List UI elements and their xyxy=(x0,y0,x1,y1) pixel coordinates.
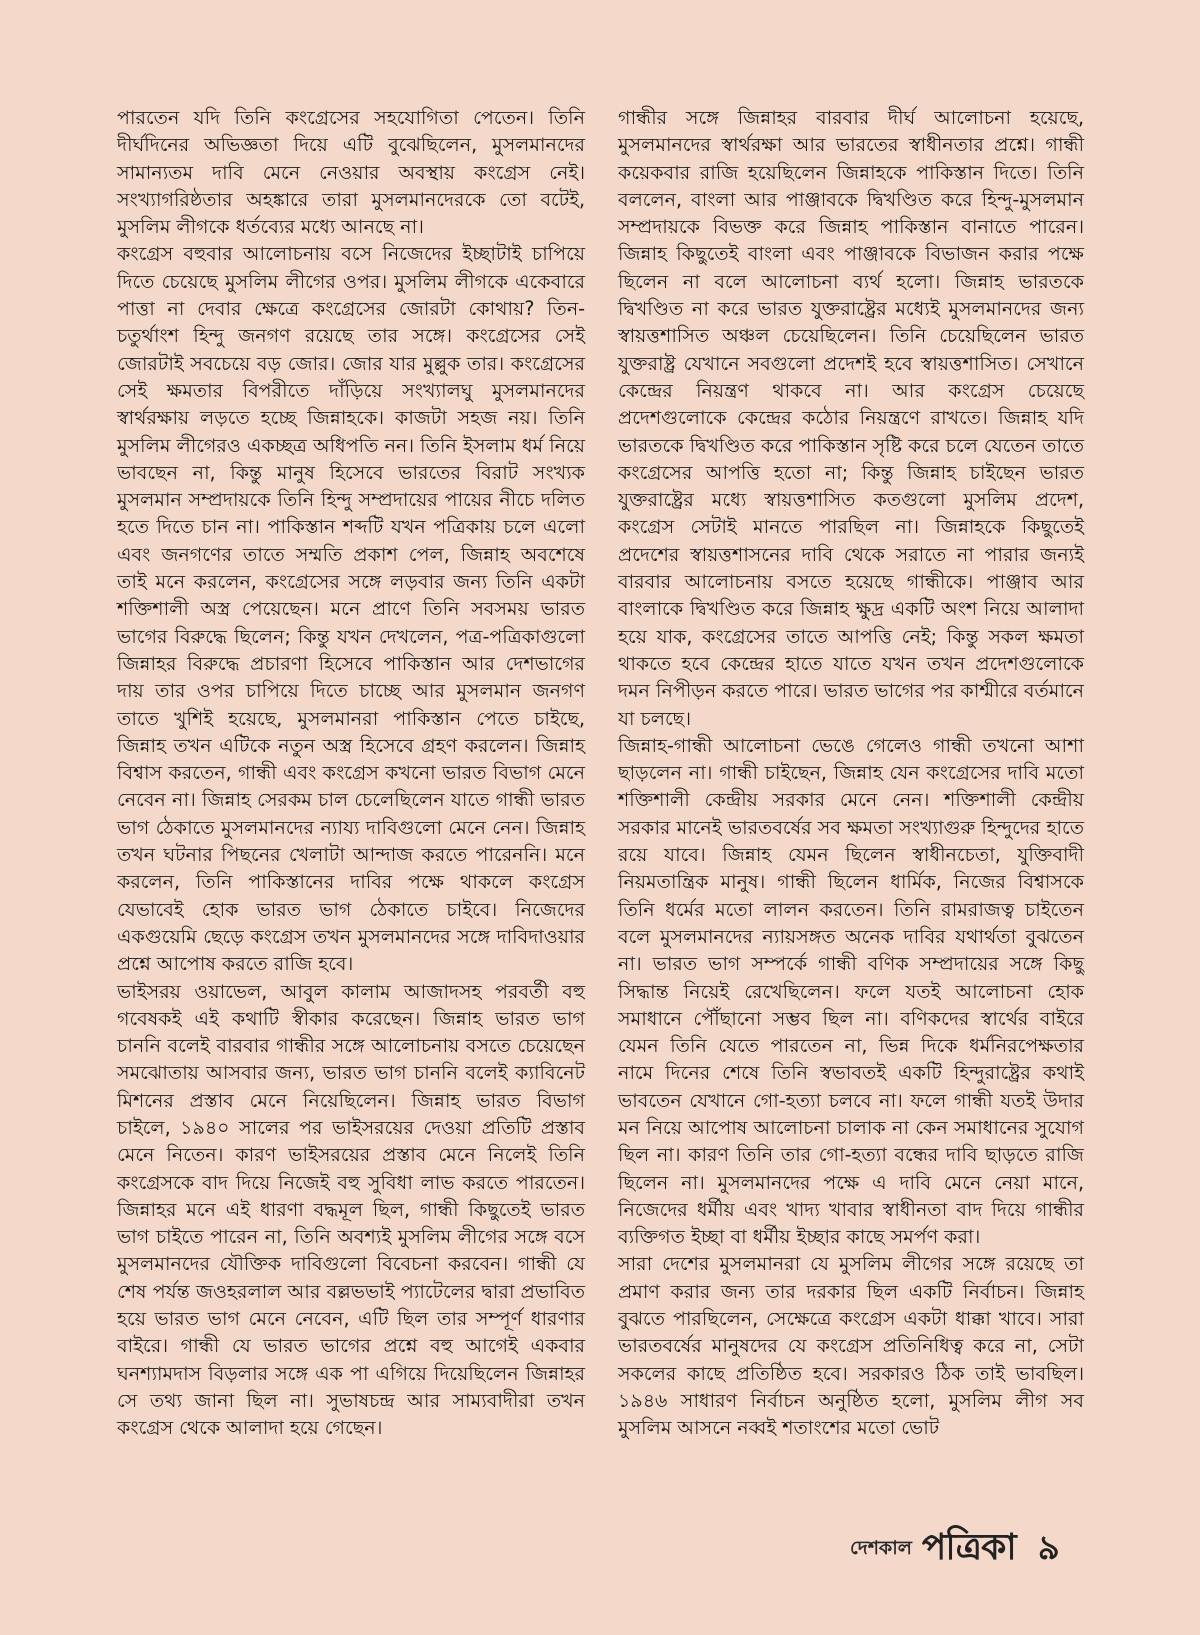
article-right-column xyxy=(618,104,1084,1442)
masthead-logo: পত্রিকা xyxy=(921,1526,1016,1568)
article-left-column xyxy=(117,104,585,1442)
paragraph: ভাইসরয় ওয়াভেল, আবুল কালাম আজাদসহ পরবর্তী বহু গবেষকই এই কথাটি স্বীকার করেছেন। জিন্নাহ ভারত ভাগ চাননি বলেই বারবার গান্ধীর সঙ্গে আলোচনায় বসতে চেয়েছেন সমঝোতায় আসবার জন্য, ভারত ভাগ চাননি বলেই ক্যাবিনেট মিশনের প্রস্তাব মেনে নিয়েছিলেন। জিন্নাহ ভারত বিভাগ চাইলে, ১৯৪০ সালের পর ভাইসরয়ের দেওয়া প্রতিটি প্রস্তাব মেনে নিতেন। কারণ ভাইসরয়ের প্রস্তাব মেনে নিলেই তিনি কংগ্রেসকে বাদ দিয়ে নিজেই বহু সুবিধা লাভ করতে পারতেন। জিন্নাহর মনে এই ধারণা বদ্ধমূল ছিল, গান্ধী কিছুতেই ভারত ভাগ চাইতে পারেন না, তিনি অবশ্যই মুসলিম লীগের সঙ্গে বসে মুসলমানদের যৌক্তিক দাবিগুলো বিবেচনা করবেন। গান্ধী যে শেষ পর্যন্ত জওহরলাল আর বল্লভভাই প্যাটেলের দ্বারা প্রভাবিত হয়ে ভারত ভাগ মেনে নেবেন, এটি ছিল তার সম্পূর্ণ ধারণার বাইরে। গান্ধী যে ভারত ভাগের প্রশ্নে বহু আগেই একবার ঘনশ্যামদাস বিড়লার সঙ্গে এক পা এগিয়ে দিয়েছিলেন জিন্নাহর সে তথ্য জানা ছিল না। সুভাষচন্দ্র আর সাম্যবাদীরা তখন কংগ্রেস থেকে আলাদা হয়ে গেছেন। xyxy=(117,979,585,1440)
paragraph: জিন্নাহ-গান্ধী আলোচনা ভেঙে গেলেও গান্ধী তখনো আশা ছাড়লেন না। গান্ধী চাইছেন, জিন্নাহ যেন কংগ্রেসের দাবি মতো শক্তিশালী কেন্দ্রীয় সরকার মেনে নেন। শক্তিশালী কেন্দ্রীয় সরকার মানেই ভারতবর্ষের সব ক্ষমতা সংখ্যাগুরু হিন্দুদের হাতে রয়ে যাবে। জিন্নাহ যেমন ছিলেন স্বাধীনচেতা, যুক্তিবাদী নিয়মতান্ত্রিক মানুষ। গান্ধী ছিলেন ধার্মিক, নিজের বিশ্বাসকে তিনি ধর্মের মতো লালন করতেন। তিনি রামরাজত্ব চাইতেন বলে মুসলমানদের ন্যায়সঙ্গত অনেক দাবির যথার্থতা বুঝতেন না। ভারত ভাগ সম্পর্কে গান্ধী বণিক সম্প্রদায়ের সঙ্গে কিছু সিদ্ধান্ত নিয়েই রেখেছিলেন। ফলে যতই আলোচনা হোক সমাধানে পৌঁছানো সম্ভব ছিল না। বণিকদের স্বার্থের বাইরে যেমন তিনি যেতে পারতেন না, ভিন্ন দিকে ধর্মনিরপেক্ষতার নামে দিনের শেষে তিনি স্বভাবতই একটি হিন্দুরাষ্ট্রের কথাই ভাবতেন যেখানে গো-হত্যা চলবে না। ফলে গান্ধী যতই উদার মন নিয়ে আপোষ আলোচনা চালাক না কেন সমাধানের সুযোগ ছিল না। কারণ তিনি তার গো-হত্যা বন্ধের দাবি ছাড়তে রাজি ছিলেন না। মুসলমানদের পক্ষে এ দাবি মেনে নেয়া মানে, নিজেদের ধর্মীয় এবং খাদ্য খাবার স্বাধীনতা বাদ দিয়ে গান্ধীর ব্যক্তিগত ইচ্ছা বা ধর্মীয় ইচ্ছার কাছে সমর্পণ করা। xyxy=(618,733,1084,1249)
page-number: ৯ xyxy=(1037,1527,1060,1568)
paragraph: গান্ধীর সঙ্গে জিন্নাহর বারবার দীর্ঘ আলোচনা হয়েছে, মুসলমানদের স্বার্থরক্ষা আর ভারতের স্বাধীনতার প্রশ্নে। গান্ধী কয়েকবার রাজি হয়েছিলেন জিন্নাহকে পাকিস্তান দিতে। তিনি বললেন, বাংলা আর পাঞ্জাবকে দ্বিখণ্ডিত করে হিন্দু-মুসলমান সম্প্রদায়কে বিভক্ত করে জিন্নাহ পাকিস্তান বানাতে পারেন। জিন্নাহ কিছুতেই বাংলা এবং পাঞ্জাবকে বিভাজন করার পক্ষে ছিলেন না বলে আলোচনা ব্যর্থ হলো। জিন্নাহ ভারতকে দ্বিখণ্ডিত না করে ভারত যুক্তরাষ্ট্রের মধ্যেই মুসলমানদের জন্য স্বায়ত্তশাসিত অঞ্চল চেয়েছিলেন। তিনি চেয়েছিলেন ভারত যুক্তরাষ্ট্র যেখানে সবগুলো প্রদেশই হবে স্বায়ত্তশাসিত। সেখানে কেন্দ্রের নিয়ন্ত্রণ থাকবে না। আর কংগ্রেস চেয়েছে প্রদেশগুলোকে কেন্দ্রের কঠোর নিয়ন্ত্রণে রাখতে। জিন্নাহ যদি ভারতকে দ্বিখণ্ডিত করে পাকিস্তান সৃষ্টি করে চলে যেতেন তাতে কংগ্রেসের আপত্তি হতো না; কিন্তু জিন্নাহ চাইছেন ভারত যুক্তরাষ্ট্রের মধ্যে স্বায়ত্তশাসিত কতগুলো মুসলিম প্রদেশ, কংগ্রেস সেটাই মানতে পারছিল না। জিন্নাহকে কিছুতেই প্রদেশের স্বায়ত্তশাসনের দাবি থেকে সরাতে না পারার জন্যই বারবার আলোচনায় বসতে হয়েছে গান্ধীকে। পাঞ্জাব আর বাংলাকে দ্বিখণ্ডিত করে জিন্নাহ ক্ষুদ্র একটি অংশ নিয়ে আলাদা হয়ে যাক, কংগ্রেসের তাতে আপত্তি নেই; কিন্তু সকল ক্ষমতা থাকতে হবে কেন্দ্রের হাতে যাতে যখন তখন প্রদেশগুলোকে দমন নিপীড়ন করতে পারে। ভারত ভাগের পর কাশ্মীরে বর্তমানে যা চলছে। xyxy=(618,106,1084,730)
paragraph: কংগ্রেস বহুবার আলোচনায় বসে নিজেদের ইচ্ছাটাই চাপিয়ে দিতে চেয়েছে মুসলিম লীগের ওপর। মুসলিম লীগকে একেবারে পাত্তা না দেবার ক্ষেত্রে কংগ্রেসের জোরটা কোথায়? তিন-চতুর্থাংশ হিন্দু জনগণ রয়েছে তার সঙ্গে। কংগ্রেসের সেই জোরটাই সবচেয়ে বড় জোর। জোর যার মুল্লুক তার। কংগ্রেসের সেই ক্ষমতার বিপরীতে দাঁড়িয়ে সংখ্যালঘু মুসলমানদের স্বার্থরক্ষায় লড়তে হচ্ছে জিন্নাহকে। কাজটা সহজ নয়। তিনি মুসলিম লীগেরও একচ্ছত্র অধিপতি নন। তিনি ইসলাম ধর্ম নিয়ে ভাবছেন না, কিন্তু মানুষ হিসেবে ভারতের বিরাট সংখ্যক মুসলমান সম্প্রদায়কে তিনি হিন্দু সম্প্রদায়ের পায়ের নীচে দলিত হতে দিতে চান না। পাকিস্তান শব্দটি যখন পত্রিকায় চলে এলো এবং জনগণের তাতে সম্মতি প্রকাশ পেল, জিন্নাহ অবশেষে তাই মনে করলেন, কংগ্রেসের সঙ্গে লড়বার জন্য তিনি একটা শক্তিশালী অস্ত্র পেয়েছেন। মনে প্রাণে তিনি সবসময় ভারত ভাগের বিরুদ্ধে ছিলেন; কিন্তু যখন দেখলেন, পত্র-পত্রিকাগুলো জিন্নাহর বিরুদ্ধে প্রচারণা হিসেবে পাকিস্তান আর দেশভাগের দায় তার ওপর চাপিয়ে দিতে চাচ্ছে আর মুসলমান জনগণ তাতে খুশিই হয়েছে, মুসলমানরা পাকিস্তান পেতে চাইছে, জিন্নাহ তখন এটিকে নতুন অস্ত্র হিসেবে গ্রহণ করলেন। জিন্নাহ বিশ্বাস করতেন, গান্ধী এবং কংগ্রেস কখনো ভারত বিভাগ মেনে নেবেন না। জিন্নাহ সেরকম চাল চেলেছিলেন যাতে গান্ধী ভারত ভাগ ঠেকাতে মুসলমানদের ন্যায্য দাবিগুলো মেনে নেন। জিন্নাহ তখন ঘটনার পিছনের খেলাটা আন্দাজ করতে পারেননি। মনে করলেন, তিনি পাকিস্তানের দাবির পক্ষে থাকলে কংগ্রেস যেভাবেই হোক ভারত ভাগ ঠেকাতে চাইবে। নিজেদের একগুয়েমি ছেড়ে কংগ্রেস তখন মুসলমানদের সঙ্গে দাবিদাওয়ার প্রশ্নে আপোষ করতে রাজি হবে। xyxy=(117,242,585,976)
paragraph: পারতেন যদি তিনি কংগ্রেসের সহযোগিতা পেতেন। তিনি দীর্ঘদিনের অভিজ্ঞতা দিয়ে এটি বুঝেছিলেন, মুসলমানদের সামান্যতম দাবি মেনে নেওয়ার অবস্থায় কংগ্রেস নেই। সংখ্যাগরিষ্ঠতার অহঙ্কারে তারা মুসলমানদেরকে তো বটেই, মুসলিম লীগকে ধর্তব্যের মধ্যে আনছে না। xyxy=(117,106,585,239)
page-footer xyxy=(850,1522,1060,1578)
paragraph: সারা দেশের মুসলমানরা যে মুসলিম লীগের সঙ্গে রয়েছে তা প্রমাণ করার জন্য তার দরকার ছিল একটি নির্বাচন। জিন্নাহ বুঝতে পারছিলেন, সেক্ষেত্রে কংগ্রেস একটা ধাক্কা খাবে। সারা ভারতবর্ষের মানুষদের যে কংগ্রেস প্রতিনিধিত্ব করে না, সেটা সকলের কাছে প্রতিষ্ঠিত হবে। সরকারও ঠিক তাই ভাবছিল। ১৯৪৬ সাধারণ নির্বাচন অনুষ্ঠিত হলো, মুসলিম লীগ সব মুসলিম আসনে নব্বই শতাংশের মতো ভোট xyxy=(618,1252,1084,1440)
masthead-small: দেশকাল xyxy=(850,1537,912,1559)
